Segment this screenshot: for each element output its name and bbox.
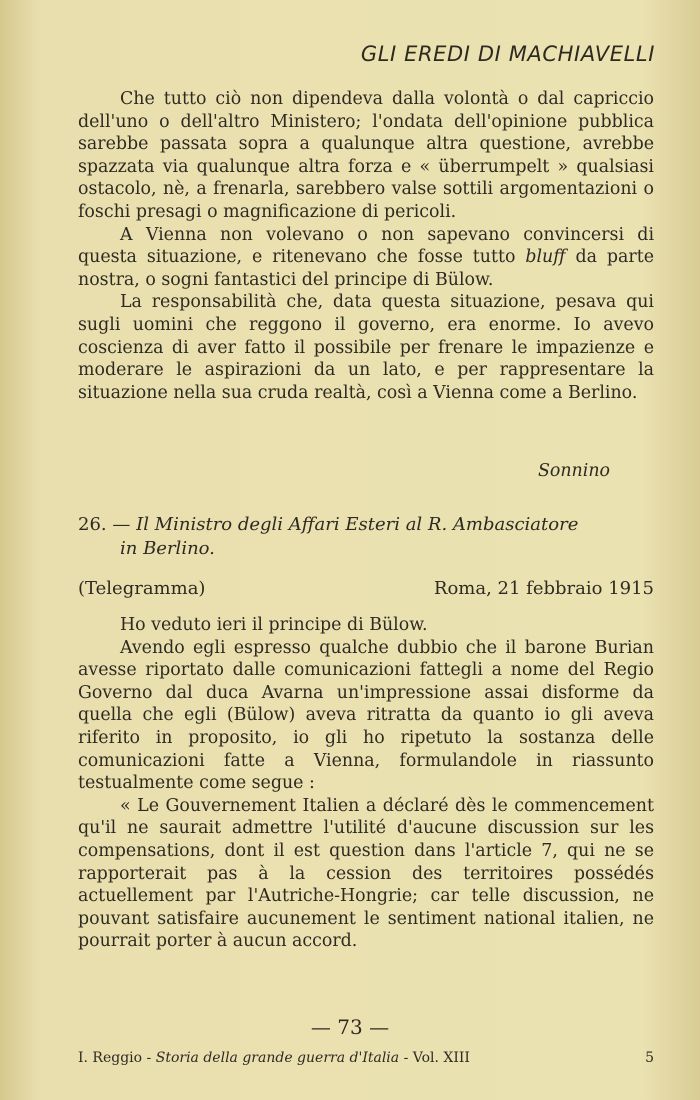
document-title-cont: in Berlino. [120,538,215,559]
text-span: A Vienna non volevano o non sapevano convincersi di questa situazione, e ritenevano che fosse tutto [78,224,654,268]
document-heading [78,513,658,561]
document-type: (Telegramma) [78,578,206,599]
footer-citation [78,1050,470,1066]
text-span: da parte nostra, o sogni fantastici del principe di Bülow. [78,247,655,290]
signature-mark: 5 [645,1050,654,1066]
paragraph: Avendo egli espresso qualche dubbio che il barone Burian avesse riportato dalle comunicazioni fattegli a nome del Regio Governo dal duca Avarna un'impressione assai disforme da quella che egli (Bülow) aveva ritratta da quanto io gli aveva riferito in proposito, io gli ho ripetuto la sostanza delle comunicazioni fatte a Vienna, formulandole in riassunto testualmente come segue : [78,637,654,794]
place-date: Roma, 21 febbraio 1915 [433,578,654,599]
paragraph [78,224,654,292]
document-title: Il Ministro degli Affari Esteri al R. Ambasciatore [136,514,579,535]
document-body [78,614,654,953]
paragraph: « Le Gouvernement Italien a déclaré dès le commencement qu'il ne saurait admettre l'utilité d'aucune discussion sur les compensations, dont il est question dans l'article 7, qui ne se rapporterait pas à la cession des territoires possédés actuellement par l'Autriche-Hongrie; car telle discussion, ne pouvant satisfaire aucunement le sentiment national italien, ne pourrait porter à aucun accord. [78,795,654,952]
footer-book-title: Storia della grande guerra d'Italia [155,1050,400,1066]
signature: Sonnino [537,461,610,481]
page-number: — 73 — [310,1015,390,1039]
italic-word: bluff [525,247,566,268]
footer-separator: - [142,1050,156,1066]
running-header: GLI EREDI DI MACHIAVELLI [360,42,655,66]
document-meta [78,578,654,599]
paragraph: Ho veduto ieri il principe di Bülow. [120,615,428,635]
paragraph: Che tutto ciò non dipendeva dalla volontà o dal capriccio dell'uno o dell'altro Ministero; l'ondata dell'opinione pubblica sarebbe passata sopra a qualunque altra questione, avrebbe spazzata via qualunque altra forza e « überrumpelt » qualsiasi ostacolo, nè, a frenarla, sarebbero valse sottili argomentazioni o foschi presagi o magnificazione di pericoli. [78,89,654,222]
paragraph: La responsabilità che, data questa situazione, pesava qui sugli uomini che reggono il governo, era enorme. Io avevo coscienza di aver fatto il possibile per frenare le impazienze e moderare le aspirazioni da un lato, e per rappresentare la situazione nella sua cruda realtà, così a Vienna come a Berlino. [78,292,654,403]
footer-volume: - Vol. XIII [399,1050,470,1066]
footer-author: I. Reggio [78,1050,143,1066]
section-body [78,88,654,404]
document-number: 26. — [78,514,131,535]
footer [78,1050,654,1066]
